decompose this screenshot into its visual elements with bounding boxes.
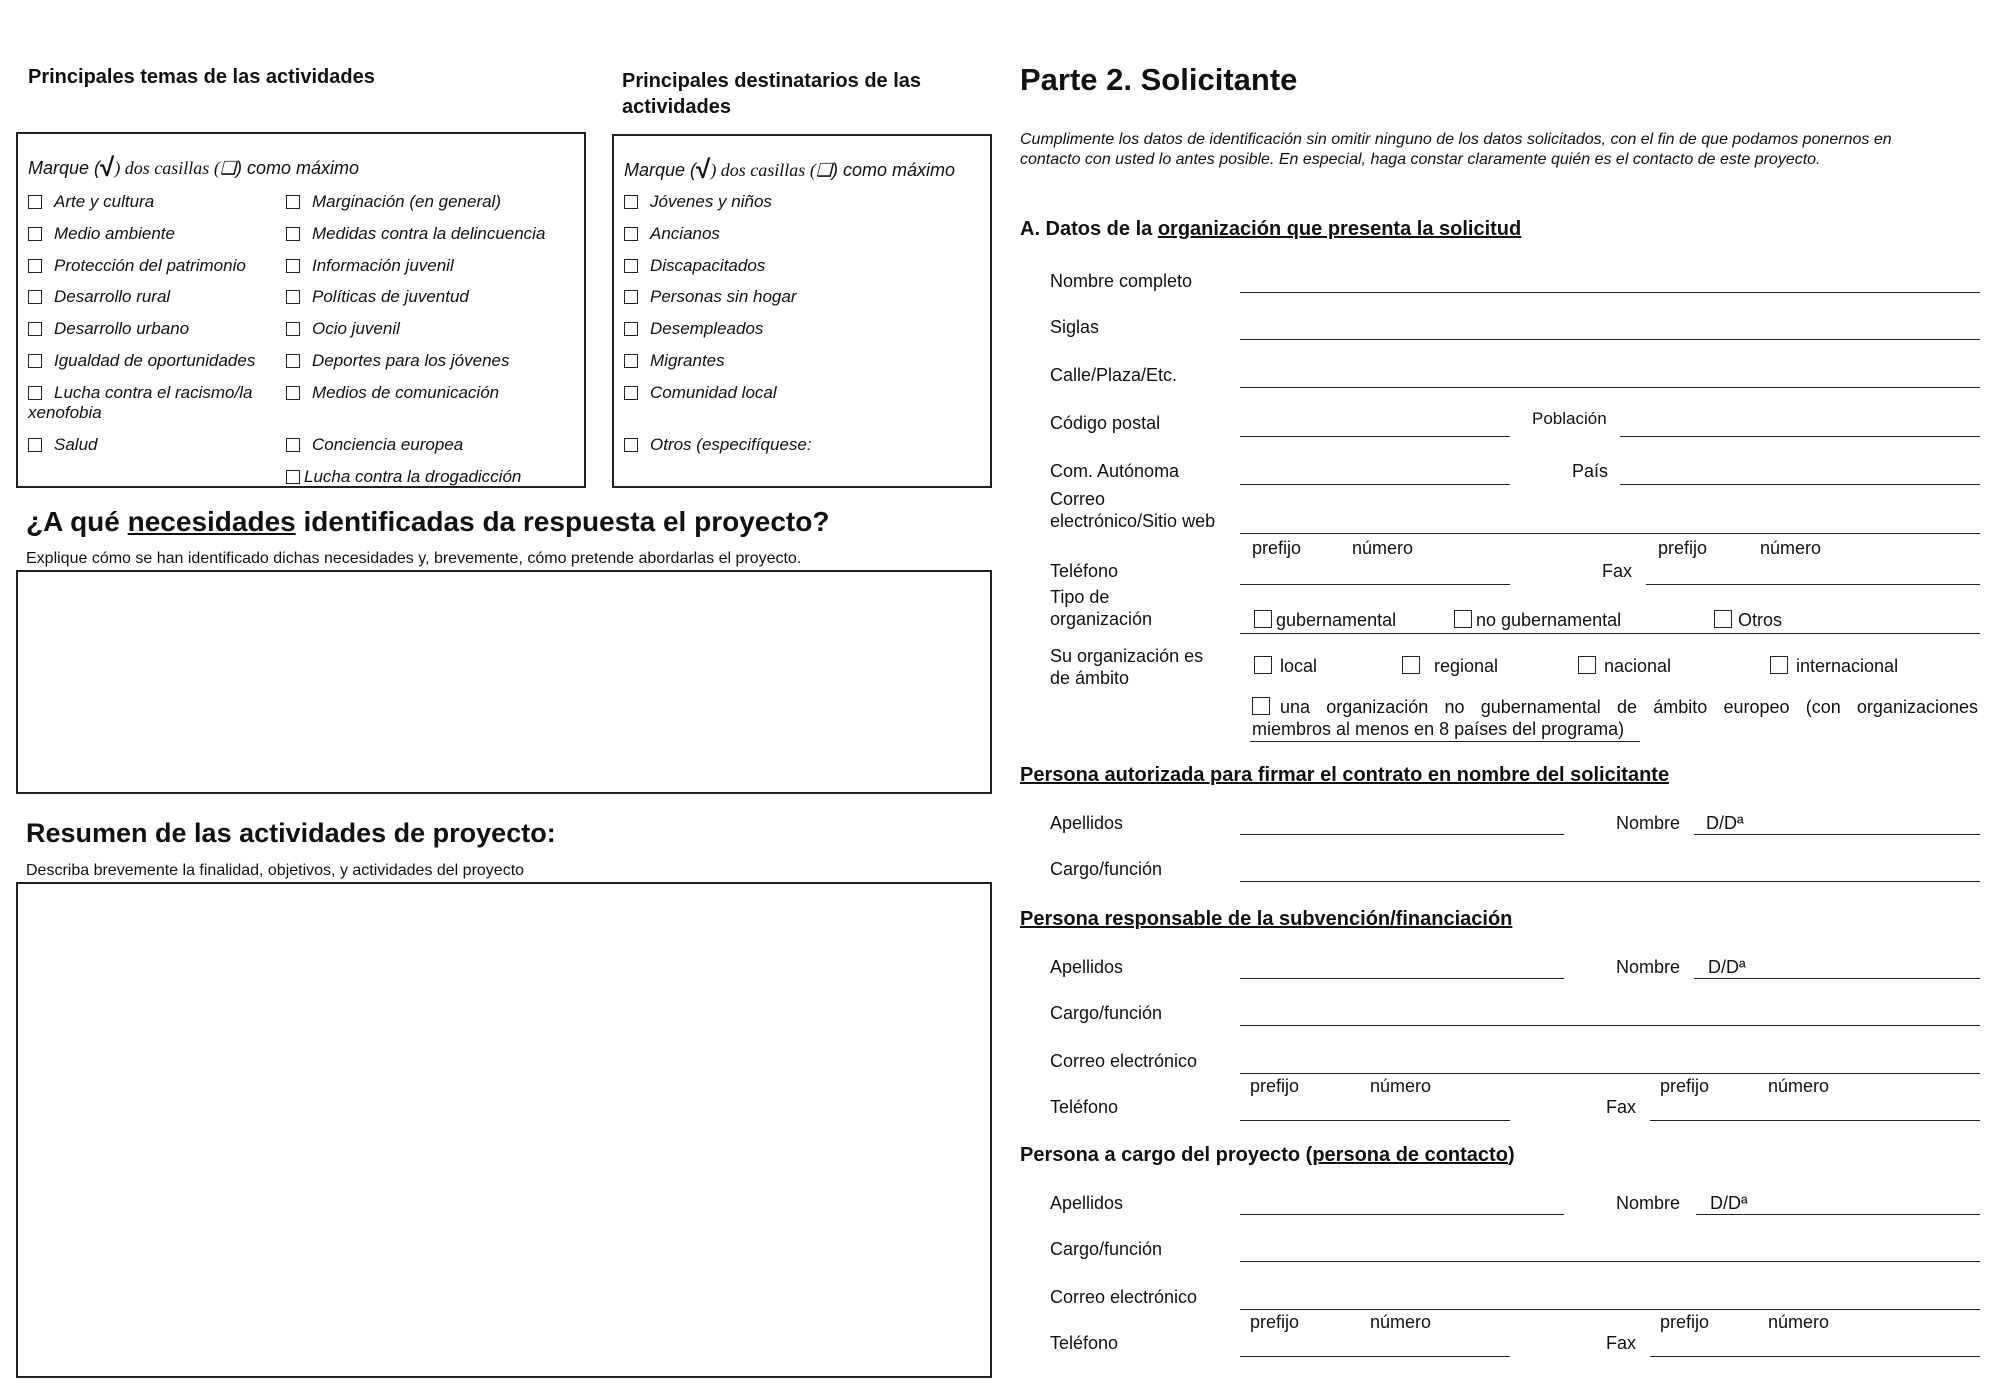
firma-field-apellidos[interactable] <box>1240 834 1564 835</box>
target-option-discapacitados[interactable]: Discapacitados <box>624 256 765 276</box>
contacto-section-title: Persona a cargo del proyecto (persona de contacto) <box>1020 1144 1515 1166</box>
checkbox[interactable] <box>624 438 638 452</box>
targets-title: Principales destinatarios de las actividades <box>622 70 922 118</box>
field-codigo-postal[interactable] <box>1240 436 1510 437</box>
field-siglas[interactable] <box>1240 339 1980 340</box>
resp-fax-numero-label: número <box>1768 1076 1830 1096</box>
resp-label-nombre: Nombre <box>1616 957 1681 977</box>
theme-option-medios[interactable]: Medios de comunicación <box>286 383 499 403</box>
targets-instruction: Marque (√) dos casillas (❑) como máximo <box>624 154 955 184</box>
label-ambito: Su organización es de ámbito <box>1050 646 1204 688</box>
firma-field-nombre[interactable] <box>1694 834 1980 835</box>
theme-option-marginacion[interactable]: Marginación (en general) <box>286 192 501 212</box>
checkbox[interactable] <box>286 438 300 452</box>
label-poblacion: Población <box>1532 409 1607 428</box>
checkbox[interactable] <box>28 195 42 209</box>
checkbox[interactable] <box>624 386 638 400</box>
contacto-fax-numero-label: número <box>1768 1312 1830 1332</box>
themes-instruction: Marque (√) dos casillas (❑) como máximo <box>28 152 359 182</box>
contacto-field-fax[interactable] <box>1650 1356 1980 1357</box>
resp-label-correo: Correo electrónico <box>1050 1051 1198 1071</box>
contacto-field-cargo[interactable] <box>1240 1261 1980 1262</box>
tipo-option-no-gubernamental[interactable]: no gubernamental <box>1454 610 1621 630</box>
fax-prefijo-label: prefijo <box>1658 538 1708 558</box>
resp-label-cargo: Cargo/función <box>1050 1003 1163 1023</box>
label-siglas: Siglas <box>1050 317 1100 337</box>
target-option-migrantes[interactable]: Migrantes <box>624 351 725 371</box>
field-nombre-completo[interactable] <box>1240 292 1980 293</box>
label-pais: País <box>1572 461 1609 481</box>
checkbox[interactable] <box>1770 656 1788 674</box>
label-tipo-organizacion: Tipo de organización <box>1050 587 1153 629</box>
resp-label-fax: Fax <box>1606 1097 1637 1117</box>
checkbox[interactable] <box>28 386 42 400</box>
contacto-field-apellidos[interactable] <box>1240 1214 1564 1215</box>
checkbox[interactable] <box>624 259 638 273</box>
field-correo-web[interactable] <box>1240 533 1980 534</box>
resp-field-telefono[interactable] <box>1240 1120 1510 1121</box>
checkbox[interactable] <box>624 227 638 241</box>
checkbox[interactable] <box>28 354 42 368</box>
checkbox[interactable] <box>286 290 300 304</box>
resp-field-apellidos[interactable] <box>1240 978 1564 979</box>
label-com-autonoma: Com. Autónoma <box>1050 461 1180 481</box>
phone-prefijo-label: prefijo <box>1252 538 1302 558</box>
summary-subtitle: Describa brevemente la finalidad, objetivos, y actividades del proyecto <box>26 862 525 879</box>
contacto-label-fax: Fax <box>1606 1333 1637 1353</box>
checkbox[interactable] <box>1714 610 1732 628</box>
checkbox-glyph-icon: ❑ <box>815 160 832 180</box>
theme-option-racismo-cont: xenofobia <box>28 403 102 422</box>
checkbox[interactable] <box>1454 610 1472 628</box>
field-poblacion[interactable] <box>1620 436 1980 437</box>
checkbox[interactable] <box>286 354 300 368</box>
phone-numero-label: número <box>1352 538 1414 558</box>
label-nombre-completo: Nombre completo <box>1050 271 1193 291</box>
theme-option-drogadiccion[interactable]: Lucha contra la drogadicción <box>286 467 521 487</box>
target-option-sin-hogar[interactable]: Personas sin hogar <box>624 287 796 307</box>
theme-option-racismo[interactable]: Lucha contra el racismo/la <box>28 383 252 403</box>
label-fax: Fax <box>1602 561 1633 581</box>
label-calle: Calle/Plaza/Etc. <box>1050 365 1178 385</box>
target-option-ancianos[interactable]: Ancianos <box>624 224 720 244</box>
checkbox[interactable] <box>1254 610 1272 628</box>
contacto-field-correo[interactable] <box>1240 1309 1980 1310</box>
checkbox[interactable] <box>28 259 42 273</box>
label-telefono: Teléfono <box>1050 561 1119 581</box>
summary-textarea[interactable] <box>16 882 992 1378</box>
needs-subtitle: Explique cómo se han identificado dichas necesidades y, brevemente, cómo pretende abordarlas el proyecto. <box>26 550 802 567</box>
resp-phone-prefijo-label: prefijo <box>1250 1076 1300 1096</box>
themes-box <box>16 132 586 488</box>
themes-title: Principales temas de las actividades <box>28 66 375 88</box>
ngo-europea-option[interactable]: una organización no gubernamental de ámbito europeo (con organizaciones miembros al menos en 8 países del programa) <box>1252 697 1978 739</box>
contacto-fax-prefijo-label: prefijo <box>1660 1312 1710 1332</box>
theme-option-medio-ambiente[interactable]: Medio ambiente <box>28 224 175 244</box>
checkbox[interactable] <box>286 470 300 484</box>
theme-option-delincuencia[interactable]: Medidas contra la delincuencia <box>286 224 545 244</box>
resp-field-nombre[interactable] <box>1694 978 1980 979</box>
checkbox[interactable] <box>624 322 638 336</box>
contacto-label-apellidos: Apellidos <box>1050 1193 1124 1213</box>
theme-option-patrimonio[interactable]: Protección del patrimonio <box>28 256 246 276</box>
tipo-option-gubernamental[interactable]: gubernamental <box>1254 610 1396 630</box>
checkbox[interactable] <box>286 386 300 400</box>
resp-phone-numero-label: número <box>1370 1076 1432 1096</box>
theme-option-conciencia[interactable]: Conciencia europea <box>286 435 463 455</box>
checkbox[interactable] <box>28 438 42 452</box>
contacto-label-nombre: Nombre <box>1616 1193 1681 1213</box>
ambito-option-local[interactable]: local <box>1254 656 1317 676</box>
section-a-title: A. Datos de la organización que presenta la solicitud <box>1020 218 1522 240</box>
checkbox[interactable] <box>1252 697 1270 715</box>
theme-option-urbano[interactable]: Desarrollo urbano <box>28 319 189 339</box>
contacto-label-dd: D/Dª <box>1710 1193 1748 1213</box>
firma-label-apellidos: Apellidos <box>1050 813 1124 833</box>
checkbox[interactable] <box>286 259 300 273</box>
checkbox[interactable] <box>28 322 42 336</box>
checkbox-glyph-icon: ❑ <box>219 158 236 178</box>
target-option-comunidad[interactable]: Comunidad local <box>624 383 777 403</box>
theme-option-politicas[interactable]: Políticas de juventud <box>286 287 469 307</box>
fax-numero-label: número <box>1760 538 1822 558</box>
contacto-phone-prefijo-label: prefijo <box>1250 1312 1300 1332</box>
contacto-phone-numero-label: número <box>1370 1312 1432 1332</box>
theme-option-igualdad[interactable]: Igualdad de oportunidades <box>28 351 255 371</box>
ngo-underline <box>1250 741 1640 742</box>
checkbox[interactable] <box>1254 656 1272 674</box>
checkbox[interactable] <box>286 195 300 209</box>
resp-field-fax[interactable] <box>1650 1120 1980 1121</box>
tipo-underline <box>1240 633 1980 634</box>
theme-option-rural[interactable]: Desarrollo rural <box>28 287 170 307</box>
contacto-field-nombre[interactable] <box>1696 1214 1980 1215</box>
target-option-otros[interactable]: Otros (especifíquese: <box>624 435 812 455</box>
part2-title: Parte 2. Solicitante <box>1020 62 1298 97</box>
checkbox[interactable] <box>1402 656 1420 674</box>
checkmark-icon: √ <box>100 152 115 182</box>
firma-label-dd: D/Dª <box>1706 813 1744 833</box>
resp-field-correo[interactable] <box>1240 1073 1980 1074</box>
checkbox[interactable] <box>28 227 42 241</box>
checkbox[interactable] <box>1578 656 1596 674</box>
field-telefono[interactable] <box>1240 584 1510 585</box>
theme-option-arte[interactable]: Arte y cultura <box>28 192 154 212</box>
theme-option-informacion[interactable]: Información juvenil <box>286 256 454 276</box>
checkbox[interactable] <box>624 354 638 368</box>
label-codigo-postal: Código postal <box>1050 413 1161 433</box>
needs-textarea[interactable] <box>16 570 992 794</box>
resp-label-apellidos: Apellidos <box>1050 957 1124 977</box>
field-calle[interactable] <box>1240 387 1980 388</box>
contacto-label-cargo: Cargo/función <box>1050 1239 1163 1259</box>
needs-title: ¿A qué necesidades identificadas da respuesta el proyecto? <box>26 506 830 537</box>
theme-option-deportes[interactable]: Deportes para los jóvenes <box>286 351 510 371</box>
label-correo-web: Correo electrónico/Sitio web <box>1050 489 1216 531</box>
summary-title: Resumen de las actividades de proyecto: <box>26 818 556 848</box>
checkbox[interactable] <box>624 195 638 209</box>
contacto-label-telefono: Teléfono <box>1050 1333 1119 1353</box>
resp-section-title: Persona responsable de la subvención/financiación <box>1020 908 1513 930</box>
theme-option-ocio[interactable]: Ocio juvenil <box>286 319 400 339</box>
firma-label-cargo: Cargo/función <box>1050 859 1163 879</box>
resp-label-dd: D/Dª <box>1708 957 1746 977</box>
ambito-option-regional[interactable]: regional <box>1402 656 1498 676</box>
checkbox[interactable] <box>286 322 300 336</box>
field-pais[interactable] <box>1620 484 1980 485</box>
resp-fax-prefijo-label: prefijo <box>1660 1076 1710 1096</box>
firma-field-cargo[interactable] <box>1240 881 1980 882</box>
field-fax[interactable] <box>1646 584 1980 585</box>
checkbox[interactable] <box>286 227 300 241</box>
target-option-desempleados[interactable]: Desempleados <box>624 319 763 339</box>
firma-label-nombre: Nombre <box>1616 813 1681 833</box>
theme-option-salud[interactable]: Salud <box>28 435 97 455</box>
resp-field-cargo[interactable] <box>1240 1025 1980 1026</box>
checkmark-icon: √ <box>696 154 711 184</box>
checkbox[interactable] <box>28 290 42 304</box>
contacto-field-telefono[interactable] <box>1240 1356 1510 1357</box>
ambito-option-internacional[interactable]: internacional <box>1770 656 1898 676</box>
target-option-jovenes[interactable]: Jóvenes y niños <box>624 192 772 212</box>
firma-section-title: Persona autorizada para firmar el contrato en nombre del solicitante <box>1020 764 1670 786</box>
checkbox[interactable] <box>624 290 638 304</box>
targets-box <box>612 134 992 488</box>
ambito-option-nacional[interactable]: nacional <box>1578 656 1671 676</box>
contacto-label-correo: Correo electrónico <box>1050 1287 1198 1307</box>
part2-intro: Cumplimente los datos de identificación sin omitir ninguno de los datos solicitados, con el fin de que podamos ponernos en contacto con usted lo antes posible. En especial, haga constar claramente quién es el contacto de este proyecto. <box>1020 131 1892 168</box>
resp-label-telefono: Teléfono <box>1050 1097 1119 1117</box>
field-com-autonoma[interactable] <box>1240 484 1510 485</box>
tipo-option-otros[interactable]: Otros <box>1714 610 1782 630</box>
